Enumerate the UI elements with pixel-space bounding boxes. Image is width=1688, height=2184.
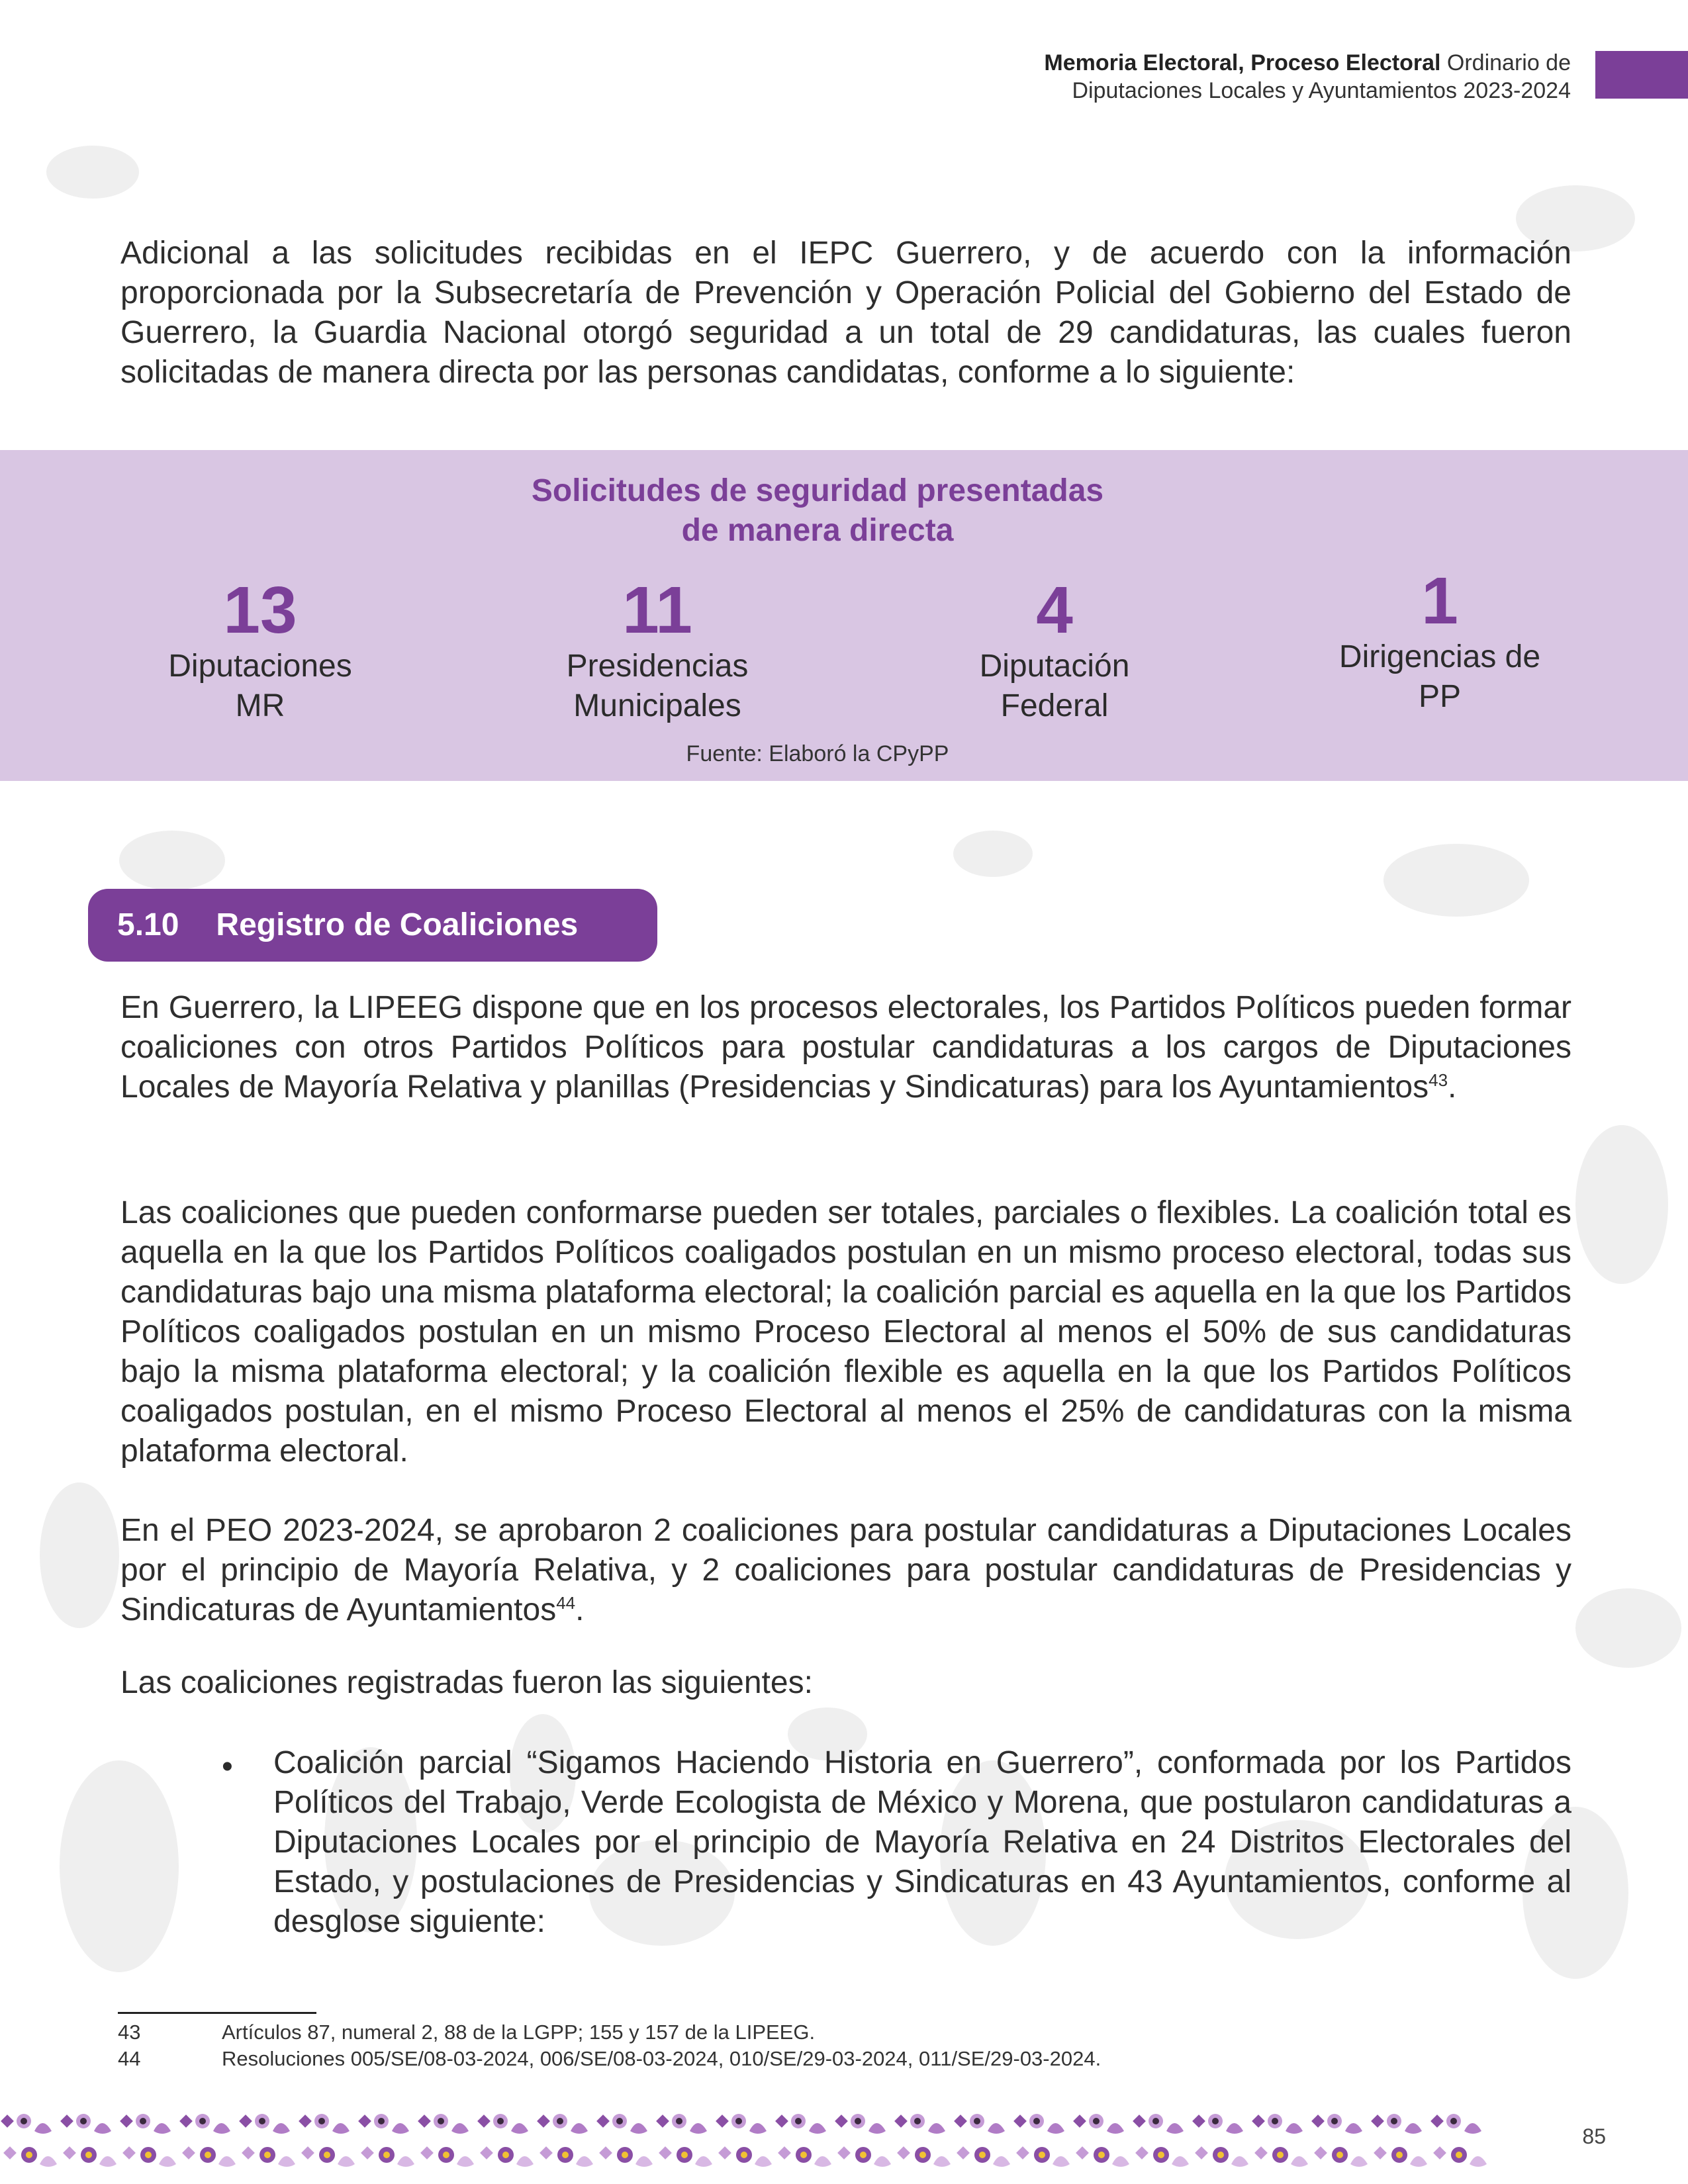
- footnote-separator: [118, 2012, 316, 2014]
- paragraph-coalitions-law: En Guerrero, la LIPEEG dispone que en los procesos electorales, los Partidos Políticos pueden formar coaliciones con otros Partidos Políticos para postular candidaturas a los cargos de Diputaciones Locales de Mayoría Relativa y planillas (Presidencias y Sindicaturas) para los Ayuntamientos$^{43}$.: [120, 990, 1571, 1105]
- summary-source: Fuente: Elaboró la CPyPP: [686, 741, 949, 766]
- paragraph-text: En el PEO 2023-2024, se aprobaron 2 coaliciones para postular candidaturas a Diputaciones Locales por el principio de Mayoría Relativa, y 2 coaliciones para postular candidaturas de Presidencias y Sindicaturas de Ayuntamientos: [120, 1513, 1571, 1627]
- stat-value: 1: [1421, 564, 1458, 638]
- section-number: 5.10: [117, 907, 179, 942]
- footnote-number: 43: [118, 2021, 141, 2044]
- paragraph-coalition-types: Las coaliciones que pueden conformarse pueden ser totales, parciales o flexibles. La coalición total es aquella en la que los Partidos Políticos coaligados postulan en un mismo proceso electoral, todas sus candidaturas bajo una misma plataforma electoral; la coalición parcial es aquella en la que los Partidos Políticos coaligados postulan en un mismo Proceso Electoral al menos el 50% de sus candidaturas bajo la misma plataforma electoral; y la coalición flexible es aquella en la que los Partidos Políticos coaligados postulan, en el mismo Proceso Electoral al menos el 25% de candidaturas con la misma plataforma electoral.: [120, 1195, 1571, 1469]
- page-number: 85: [1582, 2124, 1606, 2148]
- stat-label-line1: Dirigencias de: [1338, 639, 1541, 674]
- running-header: [644, 49, 1571, 105]
- footnote-ref[interactable]: 43: [1429, 1070, 1448, 1090]
- stat-dirigencias-pp: [1268, 565, 1612, 717]
- paragraph-approved-coalitions: En el PEO 2023-2024, se aprobaron 2 coaliciones para postular candidaturas a Diputaciones Locales por el principio de Mayoría Relativa, y 2 coaliciones para postular candidaturas de Presidencias y Sindicaturas de Ayuntamientos$^{44}$.: [120, 1513, 1571, 1627]
- stat-value: 11: [622, 573, 692, 647]
- intro-paragraph: Adicional a las solicitudes recibidas en el IEPC Guerrero, y de acuerdo con la información proporcionada por la Subsecretaría de Prevención y Operación Policial del Gobierno del Estado de Guerrero, la Guardia Nacional otorgó seguridad a un total de 29 candidaturas, las cuales fueron solicitadas de manera directa por las personas candidatas, conforme a lo siguiente:: [120, 236, 1571, 390]
- stat-diputacion-federal: [882, 574, 1227, 726]
- stat-label-line1: Diputaciones: [168, 649, 352, 684]
- stat-label-line2: PP: [1418, 679, 1462, 714]
- stat-diputaciones-mr: [88, 574, 432, 726]
- stat-value: 13: [223, 573, 297, 647]
- stat-label-line1: Diputación: [979, 649, 1130, 684]
- stat-presidencias-municipales: [485, 574, 829, 726]
- footnote-43: [118, 2020, 815, 2045]
- footnote-text: Artículos 87, numeral 2, 88 de la LGPP; 155 y 157 de la LIPEEG.: [222, 2021, 816, 2044]
- stat-label-line2: MR: [235, 688, 285, 723]
- footnote-number: 44: [118, 2047, 141, 2070]
- embroidery-border: [0, 2105, 1503, 2177]
- header-accent-tab: [1595, 51, 1688, 99]
- bullet-marker: •: [222, 1749, 233, 1784]
- stat-label-line2: Municipales: [573, 688, 741, 723]
- footnote-text: Resoluciones 005/SE/08-03-2024, 006/SE/08-03-2024, 010/SE/29-03-2024, 011/SE/29-03-2024.: [222, 2047, 1102, 2070]
- header-title-bold: Memoria Electoral, Proceso Electoral: [1044, 50, 1441, 75]
- security-requests-summary: [0, 450, 1688, 781]
- footnote-44: [118, 2046, 1101, 2071]
- stat-label-line1: Presidencias: [566, 649, 749, 684]
- summary-title-line2: de manera directa: [681, 513, 954, 548]
- summary-title-line1: Solicitudes de seguridad presentadas: [531, 473, 1104, 508]
- section-heading: [88, 889, 657, 962]
- stat-label-line2: Federal: [1000, 688, 1109, 723]
- footnote-ref[interactable]: 44: [556, 1593, 576, 1613]
- stat-value: 4: [1036, 573, 1073, 647]
- summary-title: [0, 471, 1635, 551]
- paragraph-registered-coalitions: Las coaliciones registradas fueron las siguientes:: [120, 1665, 813, 1700]
- paragraph-text: En Guerrero, la LIPEEG dispone que en los procesos electorales, los Partidos Políticos pueden formar coaliciones con otros Partidos Políticos para postular candidaturas a los cargos de Diputaciones Locales de Mayoría Relativa y planillas (Presidencias y Sindicaturas) para los Ayuntamientos: [120, 990, 1571, 1105]
- section-title: Registro de Coaliciones: [216, 907, 579, 942]
- bullet-item-coalition: Coalición parcial “Sigamos Haciendo Historia en Guerrero”, conformada por los Partidos Políticos del Trabajo, Verde Ecologista de México y Morena, que postularon candidaturas a Diputaciones Locales por el principio de Mayoría Relativa en 24 Distritos Electorales del Estado, y postulaciones de Presidencias y Sindicaturas en 43 Ayuntamientos, conforme al desglose siguiente:: [273, 1745, 1571, 1939]
- header-title-rest: Ordinario de: [1440, 50, 1571, 75]
- header-subtitle: Diputaciones Locales y Ayuntamientos 2023-2024: [1072, 78, 1571, 103]
